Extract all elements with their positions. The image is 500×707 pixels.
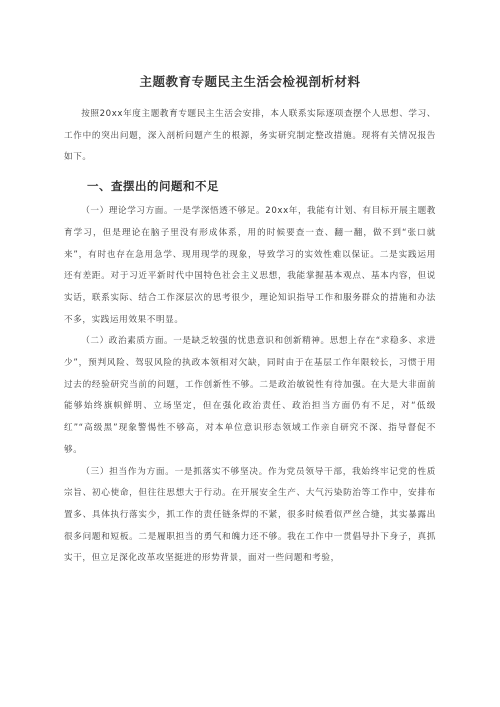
section-heading: 一、查摆出的问题和不足: [87, 179, 219, 194]
intro-paragraph: 按照20xx年度主题教育专题民主生活会安排，本人联系实际逐项查摆个人思想、学习、工作中的突出问题，深入剖析问题产生的根源，务实研究制定整改措施。现将有关情况报告如下。: [64, 109, 436, 163]
paragraph-responsibility: （三）担当作为方面。一是抓落实不够坚决。作为党员领导干部，我始终牢记党的性质宗旨、初心使命，但往往思想大于行动。在开展安全生产、大气污染防治等工作中，安排布置多、具体执行落实少，抓工作的责任链条焊的不紧，很多时候看似严丝合缝，其实暴露出很多问题和短板。二是履职担当的勇气和魄力还不够。我在工作中一贯倡导扑下身子，真抓实干，但立足深化改革攻坚挺进的形势背景，面对一些问题和考验，: [64, 466, 436, 564]
document-title: 主题教育专题民主生活会检视剖析材料: [139, 74, 361, 89]
paragraph-theory-study: （一）理论学习方面。一是学深悟透不够足。20xx年，我能有计划、有目标开展主题教育学习，但是理论在脑子里没有形成体系，用的时候要查一查、翻一翻，做不到“张口就来”，有时也存在急用急学、现用现学的现象，导致学习的实效性难以保证。二是实践运用还有差距。对于习近平新时代中国特色社会主义思想，我能掌握基本观点、基本内容，但说实话，联系实际、结合工作深层次的思考很少，理论知识指导工作和服务群众的措施和办法不多，实践运用效果不明显。: [64, 206, 436, 325]
paragraph-political-quality: （二）政治素质方面。一是缺乏较强的忧患意识和创新精神。思想上存在“求稳多、求进少”，预判风险、驾驭风险的执政本领相对欠缺，同时由于在基层工作年限较长，习惯于用过去的经验研究当前的问题，工作创新性不够。二是政治敏锐性有待加强。在大是大非面前能够始终旗帜鲜明、立场坚定，但在强化政治责任、政治担当方面仍有不足，对“低级红”“高级黑”现象警惕性不够高，对本单位意识形态领域工作亲自研究不深、指导督促不够。: [64, 336, 436, 455]
